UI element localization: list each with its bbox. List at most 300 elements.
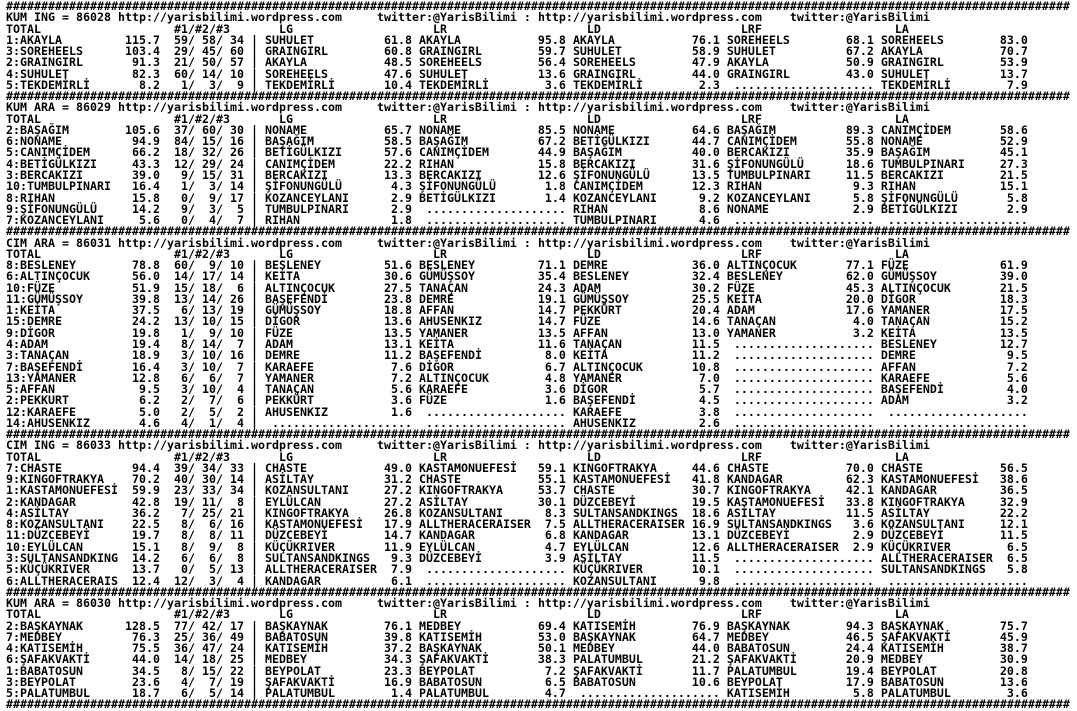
total-cell: 2:BAŞKAYNAK 128.5 77/ 42/ 17 |: [6, 618, 265, 633]
lr-cell: AHUSENKIZ 14.7: [418, 314, 573, 329]
la-cell: ALLTHERACERAISER 6.5: [880, 551, 1035, 566]
twitter-handle: twitter:@YarisBilimi: [376, 438, 517, 453]
column-header: LRF: [600, 449, 762, 464]
lg-cell: PALATUMBUL 1.4: [264, 686, 419, 701]
la-cell: ....................: [880, 213, 1035, 228]
lg-cell: CANIMÇİDEM 22.2: [264, 156, 419, 171]
la-cell: ALTINÇOCUK 21.5: [880, 280, 1035, 295]
total-cell: 7:MEDBEY 76.3 25/ 36/ 49 |: [6, 629, 265, 644]
total-cell: 4:BETİGÜLKIZI 43.3 12/ 29/ 24 |: [6, 156, 265, 171]
total-cell: 7:KOZANCEYLANI 5.6 0/ 4/ 7 |: [6, 213, 265, 228]
ld-cell: SUHULET 58.9: [572, 44, 727, 59]
column-header: LD: [446, 607, 601, 622]
total-cell: 8:BESLENEY 78.8 60/ 9/ 10 |: [6, 258, 265, 273]
lr-cell: CANIMÇİDEM 44.9: [418, 145, 573, 160]
la-cell: ....................: [880, 415, 1035, 430]
la-cell: KÜÇÜKRIVER 6.5: [880, 539, 1035, 554]
lrf-cell: DÜZCEBEYİ 2.9: [726, 528, 881, 543]
la-cell: TUMBULPINARI 27.3: [880, 156, 1035, 171]
lrf-cell: CHASTE 70.0: [726, 460, 881, 475]
ld-cell: EYLÜLCAN 12.6: [572, 539, 727, 554]
ld-cell: CANIMÇİDEM 12.3: [572, 179, 727, 194]
lr-cell: BAŞAĞIM 67.2: [418, 134, 573, 149]
la-cell: ŞİFONUNGÜLÜ 5.8: [880, 190, 1035, 205]
lg-cell: TUMBULPINARI 2.9: [264, 201, 419, 216]
ld-cell: DİGOR 5.7: [572, 382, 727, 397]
total-cell: 4:KATISEMİH 75.5 36/ 47/ 24 |: [6, 641, 265, 656]
ld-cell: SOREHEELS 47.9: [572, 55, 727, 70]
la-cell: FÜZE 61.9: [880, 258, 1035, 273]
total-cell: 5:KÜÇÜKRIVER 13.7 0/ 5/ 13 |: [6, 562, 265, 577]
total-cell: 11:DÜZCEBEYİ 19.7 8/ 8/ 11 |: [6, 528, 265, 543]
ld-cell: NONAME 64.6: [572, 122, 727, 137]
total-cell: 3:BEYPOLAT 23.6 4/ 7/ 19 |: [6, 674, 265, 689]
total-cell: 3:TANAÇAN 18.9 3/ 10/ 16 |: [6, 348, 265, 363]
total-cell: 5:PALATUMBUL 18.7 6/ 5/ 14 |: [6, 686, 265, 701]
lr-cell: BAŞKAYNAK 50.1: [418, 641, 573, 656]
lrf-cell: ....................: [726, 77, 881, 92]
la-cell: ....................: [880, 573, 1035, 588]
lr-cell: BERCAKIZI 12.6: [418, 167, 573, 182]
lg-cell: DÜZCEBEYİ 14.7: [264, 528, 419, 543]
lg-cell: KINGOFTRAKYA 26.8: [264, 505, 419, 520]
lr-cell: CHASTE 55.1: [418, 472, 573, 487]
lr-cell: ....................: [418, 562, 573, 577]
column-header: LA: [761, 449, 909, 464]
lg-cell: BETİGÜLKIZI 57.6: [264, 145, 419, 160]
lr-cell: FÜZE 1.6: [418, 393, 573, 408]
la-cell: BAŞKAYNAK 75.7: [880, 618, 1035, 633]
lg-cell: BAŞAĞIM 58.5: [264, 134, 419, 149]
lrf-cell: ....................: [726, 213, 881, 228]
ld-cell: GRAINGIRL 44.0: [572, 66, 727, 81]
column-header: TOTAL: [6, 111, 41, 126]
lr-cell: ....................: [418, 415, 573, 430]
total-cell: 1:KASTAMONUEFESİ 59.9 23/ 33/ 34 |: [6, 483, 265, 498]
ld-cell: CHASTE 30.7: [572, 483, 727, 498]
la-cell: SULTANSANDKINGS 5.8: [880, 562, 1035, 577]
total-cell: 2:PEKKURT 6.2 2/ 7/ 6 |: [6, 393, 265, 408]
la-cell: GÜMÜŞSOY 39.0: [880, 269, 1035, 284]
column-header: TOTAL: [6, 607, 41, 622]
site-url: http://yarisbilimi.wordpress.com: [537, 596, 762, 611]
ld-cell: SULTANSANDKINGS 18.6: [572, 505, 727, 520]
total-cell: 4:ASİLTAY 36.2 7/ 25/ 21 |: [6, 505, 265, 520]
lr-cell: BAŞEFENDİ 8.0: [418, 348, 573, 363]
la-cell: YAMANER 17.5: [880, 303, 1035, 318]
lr-cell: TANAÇAN 24.3: [418, 280, 573, 295]
la-cell: KANDAGAR 36.5: [880, 483, 1035, 498]
lr-cell: KOZANSULTANI 8.3: [418, 505, 573, 520]
ld-cell: MEDBEY 44.0: [572, 641, 727, 656]
lr-cell: GÜMÜŞSOY 35.4: [418, 269, 573, 284]
la-cell: SUHULET 13.7: [880, 66, 1035, 81]
la-cell: BEYPOLAT 20.8: [880, 663, 1035, 678]
column-header: LG: [229, 246, 293, 261]
twitter-handle: twitter:@YarisBilimi: [789, 438, 930, 453]
border-hashes: ########################################################################################################################################################: [6, 584, 1070, 599]
lg-cell: ŞAFAKVAKTİ 16.9: [264, 674, 419, 689]
ld-cell: ....................: [572, 686, 727, 701]
ld-cell: AFFAN 13.0: [572, 325, 727, 340]
lrf-cell: MEDBEY 46.5: [726, 629, 881, 644]
la-cell: AKAYLA 70.7: [880, 44, 1035, 59]
total-cell: 6:ŞAFAKVAKTİ 44.0 14/ 18/ 25 |: [6, 652, 265, 667]
lr-cell: SUHULET 13.6: [418, 66, 573, 81]
column-header: LA: [761, 111, 909, 126]
lg-cell: BESLENEY 51.6: [264, 258, 419, 273]
ld-cell: TEKDEMİRLİ 2.3: [572, 77, 727, 92]
total-cell: 5:AFFAN 9.5 3/ 10/ 4 |: [6, 382, 265, 397]
twitter-handle: twitter:@YarisBilimi: [789, 235, 930, 250]
lr-cell: GRAINGIRL 59.7: [418, 44, 573, 59]
ld-cell: ŞAFAKVAKTİ 11.7: [572, 663, 727, 678]
total-cell: 10:TUMBULPINARI 16.4 1/ 3/ 14 |: [6, 179, 265, 194]
lg-cell: BAŞEFENDİ 23.8: [264, 291, 419, 306]
twitter-handle: twitter:@YarisBilimi: [789, 100, 930, 115]
site-url: http://yarisbilimi.wordpress.com: [117, 596, 342, 611]
section-code: CIM ING = 86033: [6, 438, 111, 453]
total-cell: 9:KINGOFTRAKYA 70.2 40/ 30/ 14 |: [6, 472, 265, 487]
spacer: :: [516, 235, 538, 250]
total-cell: 9:ŞİFONUNGÜLÜ 14.2 9/ 3/ 5 |: [6, 201, 265, 216]
total-cell: 8:RIHAN 15.8 0/ 9/ 17 |: [6, 190, 265, 205]
lr-cell: DÜZCEBEYİ 3.9: [418, 551, 573, 566]
lg-cell: FÜZE 13.5: [264, 325, 419, 340]
lg-cell: BERCAKIZI 13.3: [264, 167, 419, 182]
la-cell: ŞAFAKVAKTİ 45.9: [880, 629, 1035, 644]
lrf-cell: NONAME 2.9: [726, 201, 881, 216]
lrf-cell: KINGOFTRAKYA 42.1: [726, 483, 881, 498]
lr-cell: NONAME 85.5: [418, 122, 573, 137]
ld-cell: ASİLTAY 11.5: [572, 551, 727, 566]
lrf-cell: BEYPOLAT 17.9: [726, 674, 881, 689]
column-header: LA: [761, 246, 909, 261]
lrf-cell: AKAYLA 50.9: [726, 55, 881, 70]
lrf-cell: ....................: [726, 573, 881, 588]
lrf-cell: RIHAN 9.3: [726, 179, 881, 194]
la-cell: BAŞEFENDİ 4.0: [880, 382, 1035, 397]
la-cell: ADAM 3.2: [880, 393, 1035, 408]
lrf-cell: ASİLTAY 11.5: [726, 505, 881, 520]
la-cell: ASİLTAY 22.2: [880, 505, 1035, 520]
ld-cell: ŞİFONUNGÜLÜ 13.5: [572, 167, 727, 182]
column-header: LRF: [600, 607, 762, 622]
ld-cell: TUMBULPINARI 4.6: [572, 213, 727, 228]
column-header: LG: [229, 607, 293, 622]
la-cell: AFFAN 7.2: [880, 359, 1035, 374]
lrf-cell: PALATUMBUL 19.4: [726, 663, 881, 678]
lrf-cell: GRAINGIRL 43.0: [726, 66, 881, 81]
ld-cell: KATISEMİH 76.9: [572, 618, 727, 633]
lg-cell: DEMRE 11.2: [264, 348, 419, 363]
ld-cell: BABATOSUN 10.6: [572, 674, 727, 689]
lrf-cell: KANDAGAR 62.3: [726, 472, 881, 487]
lrf-cell: ....................: [726, 562, 881, 577]
la-cell: RIHAN 15.1: [880, 179, 1035, 194]
total-cell: 15:DEMRE 24.2 13/ 10/ 15 |: [6, 314, 265, 329]
total-cell: 9:DİGOR 19.8 1/ 9/ 10 |: [6, 325, 265, 340]
total-cell: 2:GRAINGIRL 91.3 21/ 50/ 57 |: [6, 55, 265, 70]
ld-cell: ALTINÇOCUK 10.8: [572, 359, 727, 374]
column-header: TOTAL: [6, 246, 41, 261]
total-cell: 2:KANDAGAR 42.8 19/ 11/ 8 |: [6, 494, 265, 509]
lrf-cell: ....................: [726, 336, 881, 351]
lrf-cell: ....................: [726, 415, 881, 430]
lr-cell: BABATOSUN 6.5: [418, 674, 573, 689]
la-cell: DÜZCEBEYİ 11.5: [880, 528, 1035, 543]
total-cell: 3:SOREHEELS 103.4 29/ 45/ 60 |: [6, 44, 265, 59]
column-header: LD: [446, 111, 601, 126]
lr-cell: KASTAMONUEFESİ 59.1: [418, 460, 573, 475]
la-cell: BESLENEY 12.7: [880, 336, 1035, 351]
ld-cell: BAŞEFENDİ 4.5: [572, 393, 727, 408]
ld-cell: ALLTHERACERAISER 16.9: [572, 517, 727, 532]
site-url: http://yarisbilimi.wordpress.com: [117, 100, 342, 115]
ld-cell: RIHAN 8.6: [572, 201, 727, 216]
lg-cell: NONAME 65.7: [264, 122, 419, 137]
lr-cell: AFFAN 14.7: [418, 303, 573, 318]
lrf-cell: CANIMÇİDEM 55.8: [726, 134, 881, 149]
lr-cell: KANDAGAR 6.8: [418, 528, 573, 543]
ld-cell: KARAEFE 3.8: [572, 404, 727, 419]
lr-cell: KINGOFTRAKYA 53.7: [418, 483, 573, 498]
column-header: LRF: [600, 246, 762, 261]
lrf-cell: ....................: [726, 359, 881, 374]
lrf-cell: BESLENEY 62.0: [726, 269, 881, 284]
lrf-cell: ....................: [726, 404, 881, 419]
site-url: http://yarisbilimi.wordpress.com: [537, 438, 762, 453]
lg-cell: SUHULET 61.8: [264, 32, 419, 47]
total-cell: 13:YAMANER 12.8 6/ 6/ 7 |: [6, 370, 265, 385]
spacer: :: [516, 438, 538, 453]
la-cell: ....................: [880, 404, 1035, 419]
lr-cell: ŞAFAKVAKTİ 38.3: [418, 652, 573, 667]
lrf-cell: ....................: [726, 382, 881, 397]
total-cell: 10:FÜZE 51.9 15/ 18/ 6 |: [6, 280, 265, 295]
section-code: CIM ARA = 86031: [6, 235, 111, 250]
section-code: KUM ING = 86028: [6, 10, 111, 25]
border-hashes: ########################################################################################################################################################: [6, 89, 1070, 104]
lg-cell: ASİLTAY 31.2: [264, 472, 419, 487]
section-code: KUM ARA = 86030: [6, 596, 111, 611]
lr-cell: DİGOR 6.7: [418, 359, 573, 374]
lr-cell: KATISEMİH 53.0: [418, 629, 573, 644]
lg-cell: PEKKÜRT 3.6: [264, 393, 419, 408]
column-header: LR: [292, 111, 447, 126]
lg-cell: ALLTHERACERAISER 7.9: [264, 562, 419, 577]
lrf-cell: ADAM 17.6: [726, 303, 881, 318]
lg-cell: MEDBEY 34.3: [264, 652, 419, 667]
lrf-cell: ....................: [726, 551, 881, 566]
total-cell: 1:KEİTA 37.5 6/ 13/ 19 |: [6, 303, 265, 318]
lg-cell: KATISEMİH 37.2: [264, 641, 419, 656]
lg-cell: KÜÇÜKRIVER 11.9: [264, 539, 419, 554]
column-header: LA: [761, 21, 909, 36]
total-cell: 12:KARAEFE 5.0 2/ 5/ 2 |: [6, 404, 265, 419]
lrf-cell: ....................: [726, 393, 881, 408]
lrf-cell: SOREHEELS 68.1: [726, 32, 881, 47]
lrf-cell: BAŞKAYNAK 94.3: [726, 618, 881, 633]
border-hashes: ########################################################################################################################################################: [6, 427, 1070, 442]
site-url: http://yarisbilimi.wordpress.com: [117, 10, 342, 25]
column-header: LD: [446, 21, 601, 36]
ld-cell: KASTAMONUEFESİ 41.8: [572, 472, 727, 487]
lrf-cell: KEİTA 20.0: [726, 291, 881, 306]
ld-cell: KINGOFTRAKYA 44.6: [572, 460, 727, 475]
total-cell: 1:AKAYLA 115.7 59/ 58/ 34 |: [6, 32, 265, 47]
lr-cell: SOREHEELS 56.4: [418, 55, 573, 70]
la-cell: BETİGÜLKIZI 2.9: [880, 201, 1035, 216]
ld-cell: YAMANER 7.0: [572, 370, 727, 385]
lr-cell: KEİTA 11.6: [418, 336, 573, 351]
lr-cell: AKAYLA 95.8: [418, 32, 573, 47]
column-header: LD: [446, 246, 601, 261]
ld-cell: FÜZE 14.6: [572, 314, 727, 329]
ld-cell: PEKKÜRT 20.4: [572, 303, 727, 318]
twitter-handle: twitter:@YarisBilimi: [376, 100, 517, 115]
column-header: TOTAL: [6, 21, 41, 36]
lr-cell: TEKDEMİRLİ 3.6: [418, 77, 573, 92]
lr-cell: BETİGÜLKIZI 1.4: [418, 190, 573, 205]
la-cell: CHASTE 56.5: [880, 460, 1035, 475]
ld-cell: KANDAGAR 13.1: [572, 528, 727, 543]
spacer: :: [516, 100, 538, 115]
total-cell: 6:ALLTHERACERAIS 12.4 12/ 3/ 4 |: [6, 573, 265, 588]
separator-line: [6, 699, 1077, 710]
la-cell: KEİTA 13.5: [880, 325, 1035, 340]
lrf-cell: BERCAKIZI 35.9: [726, 145, 881, 160]
total-cell: 3:SULTANSANDKING 14.2 6/ 6/ 8 |: [6, 551, 265, 566]
site-url: http://yarisbilimi.wordpress.com: [537, 100, 762, 115]
la-cell: KOZANSULTANI 12.1: [880, 517, 1035, 532]
lrf-cell: TUMBULPINARI 11.5: [726, 167, 881, 182]
total-cell: 11:GÜMÜŞSOY 39.8 13/ 14/ 26 |: [6, 291, 265, 306]
column-header: LR: [292, 449, 447, 464]
spacer: :: [516, 10, 538, 25]
lg-cell: BEYPOLAT 23.3: [264, 663, 419, 678]
column-header: LRF: [600, 111, 762, 126]
lrf-cell: ŞİFONUNGÜLÜ 18.6: [726, 156, 881, 171]
lr-cell: PALATUMBUL 4.7: [418, 686, 573, 701]
ld-cell: PALATUMBUL 21.2: [572, 652, 727, 667]
lr-cell: ALLTHERACERAISER 7.5: [418, 517, 573, 532]
ld-cell: KÜÇÜKRIVER 10.1: [572, 562, 727, 577]
lg-cell: SOREHEELS 47.6: [264, 66, 419, 81]
lr-cell: YAMANER 13.5: [418, 325, 573, 340]
column-header: LG: [229, 111, 293, 126]
column-header: LG: [229, 21, 293, 36]
lg-cell: YAMANER 7.2: [264, 370, 419, 385]
lrf-cell: TANAÇAN 4.0: [726, 314, 881, 329]
lr-cell: EYLÜLCAN 4.7: [418, 539, 573, 554]
lr-cell: ALTINÇOCUK 4.8: [418, 370, 573, 385]
column-header: #1/#2/#3: [41, 607, 230, 622]
total-cell: 1:BABATOSUN 34.5 8/ 15/ 22 |: [6, 663, 265, 678]
lr-cell: KARAEFE 3.6: [418, 382, 573, 397]
ld-cell: BESLENEY 32.4: [572, 269, 727, 284]
column-header: #1/#2/#3: [41, 246, 230, 261]
lg-cell: GRAINGIRL 60.8: [264, 44, 419, 59]
la-cell: BERCAKIZI 21.5: [880, 167, 1035, 182]
lr-cell: BEYPOLAT 7.2: [418, 663, 573, 678]
column-header: LA: [761, 607, 909, 622]
lg-cell: ALTINÇOCUK 27.5: [264, 280, 419, 295]
la-cell: BABATOSUN 13.6: [880, 674, 1035, 689]
lg-cell: KOZANSULTANI 27.2: [264, 483, 419, 498]
site-url: http://yarisbilimi.wordpress.com: [537, 235, 762, 250]
total-cell: 3:BERCAKIZI 39.0 9/ 15/ 31 |: [6, 167, 265, 182]
total-cell: 4:ADAM 19.4 8/ 14/ 7 |: [6, 336, 265, 351]
twitter-handle: twitter:@YarisBilimi: [789, 10, 930, 25]
lrf-cell: ŞAFAKVAKTİ 20.9: [726, 652, 881, 667]
lg-cell: CHASTE 49.0: [264, 460, 419, 475]
column-header: LR: [292, 246, 447, 261]
ld-cell: KEİTA 11.2: [572, 348, 727, 363]
column-header: #1/#2/#3: [41, 21, 230, 36]
lr-cell: ASİLTAY 30.1: [418, 494, 573, 509]
lrf-cell: KASTAMONUEFESİ 33.8: [726, 494, 881, 509]
lg-cell: AKAYLA 48.5: [264, 55, 419, 70]
ld-cell: BAŞAĞIM 40.0: [572, 145, 727, 160]
total-cell: 2:BAŞAĞIM 105.6 37/ 60/ 30 |: [6, 122, 265, 137]
lrf-cell: ALLTHERACERAISER 2.9: [726, 539, 881, 554]
la-cell: KATISEMİH 38.7: [880, 641, 1035, 656]
lrf-cell: BAŞAĞIM 89.3: [726, 122, 881, 137]
la-cell: KARAEFE 5.6: [880, 370, 1035, 385]
la-cell: GRAINGIRL 53.9: [880, 55, 1035, 70]
lrf-cell: ....................: [726, 348, 881, 363]
lg-cell: AHUSENKIZ 1.6: [264, 404, 419, 419]
total-cell: 5:TEKDEMİRLİ 8.2 1/ 3/ 9 |: [6, 77, 265, 92]
la-cell: NONAME 52.9: [880, 134, 1035, 149]
lrf-cell: ALTINÇOCUK 77.1: [726, 258, 881, 273]
lg-cell: KOZANCEYLANI 2.9: [264, 190, 419, 205]
border-hashes: ########################################################################################################################################################: [6, 0, 1070, 13]
lrf-cell: YAMANER 3.2: [726, 325, 881, 340]
total-cell: 5:CANIMÇİDEM 66.2 18/ 32/ 26 |: [6, 145, 265, 160]
lg-cell: ....................: [264, 415, 419, 430]
lr-cell: ŞİFONUNGÜLÜ 1.8: [418, 179, 573, 194]
lrf-cell: ....................: [726, 370, 881, 385]
column-header: LR: [292, 607, 447, 622]
lr-cell: RIHAN 15.8: [418, 156, 573, 171]
lr-cell: MEDBEY 69.4: [418, 618, 573, 633]
total-cell: 7:CHASTE 94.4 39/ 34/ 33 |: [6, 460, 265, 475]
section-code: KUM ARA = 86029: [6, 100, 111, 115]
ld-cell: BETİGÜLKIZI 44.7: [572, 134, 727, 149]
la-cell: KASTAMONUEFESİ 38.6: [880, 472, 1035, 487]
lrf-cell: FÜZE 45.3: [726, 280, 881, 295]
total-cell: 14:AHUSENKIZ 4.6 4/ 1/ 4 |: [6, 415, 265, 430]
lg-cell: BABATOSUN 39.8: [264, 629, 419, 644]
la-cell: TANAÇAN 15.2: [880, 314, 1035, 329]
lr-cell: ....................: [418, 213, 573, 228]
ld-cell: GÜMÜŞSOY 25.5: [572, 291, 727, 306]
la-cell: DİGOR 18.3: [880, 291, 1035, 306]
ld-cell: AKAYLA 76.1: [572, 32, 727, 47]
spacer: :: [516, 596, 538, 611]
la-cell: MEDBEY 30.9: [880, 652, 1035, 667]
lg-cell: ADAM 13.1: [264, 336, 419, 351]
total-cell: 6:ALTINÇOCUK 56.0 14/ 17/ 14 |: [6, 269, 265, 284]
ld-cell: TANAÇAN 11.5: [572, 336, 727, 351]
lg-cell: GÜMÜŞSOY 18.8: [264, 303, 419, 318]
lr-cell: ....................: [418, 404, 573, 419]
ld-cell: DÜZCEBEYİ 19.5: [572, 494, 727, 509]
la-cell: TEKDEMİRLİ 7.9: [880, 77, 1035, 92]
lrf-cell: SULTANSANDKINGS 3.6: [726, 517, 881, 532]
